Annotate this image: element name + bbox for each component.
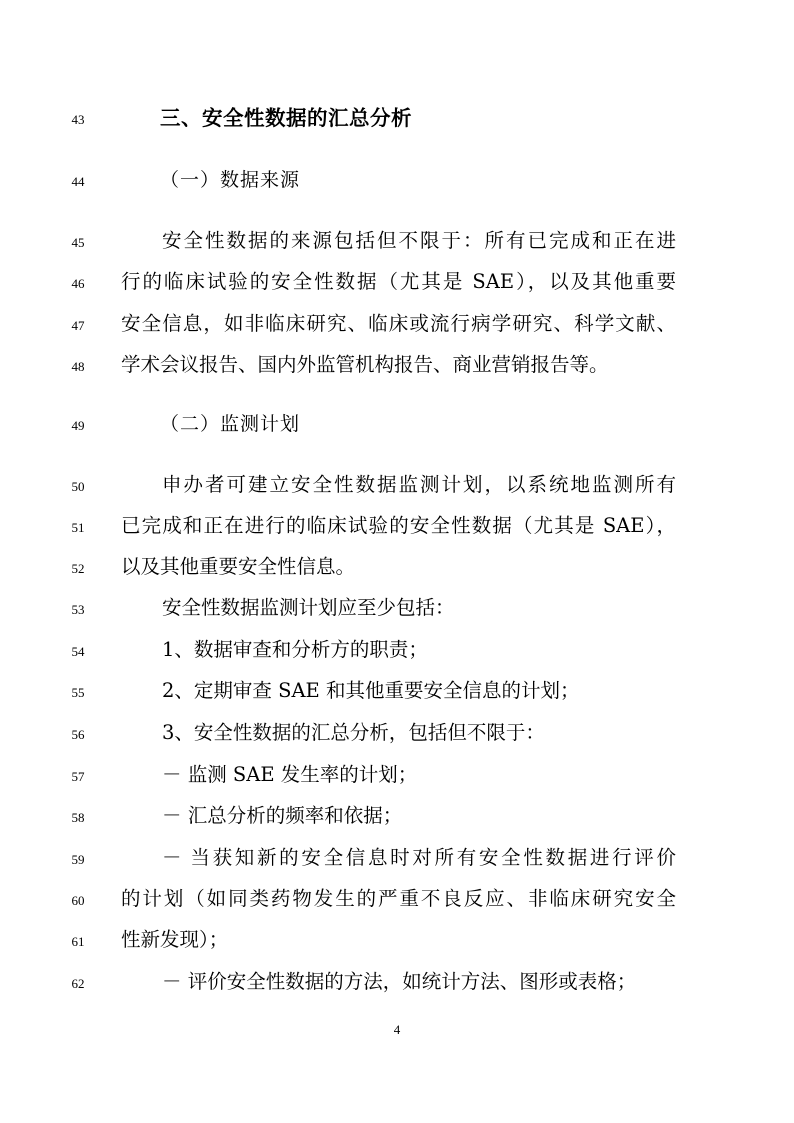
paragraph-text: 安全信息，如非临床研究、临床或流行病学研究、科学文献、 — [121, 312, 676, 335]
list-item: 1、数据审查和分析方的职责； — [162, 638, 428, 661]
line-number: 44 — [71, 174, 85, 189]
paragraph-text: 学术会议报告、国内外监管机构报告、商业营销报告等。 — [121, 353, 609, 376]
line-56 — [0, 713, 794, 753]
list-item: 2、定期审查 SAE 和其他重要安全信息的计划； — [162, 679, 580, 702]
line-number: 46 — [71, 276, 85, 291]
subsection-heading: （二）监测计划 — [160, 413, 301, 435]
line-45 — [0, 221, 794, 261]
line-51 — [0, 506, 794, 546]
line-number: 50 — [71, 479, 85, 494]
list-item: － 当获知新的安全信息时对所有安全性数据进行评价 — [162, 846, 676, 869]
page-number: 4 — [393, 1022, 401, 1037]
line-number: 49 — [71, 418, 85, 433]
paragraph-text: 申办者可建立安全性数据监测计划，以系统地监测所有 — [162, 473, 676, 496]
list-item: － 评价安全性数据的方法，如统计方法、图形或表格； — [162, 970, 637, 993]
paragraph-text: 以及其他重要安全性信息。 — [121, 555, 356, 578]
paragraph-text: 性新发现）； — [121, 928, 229, 951]
line-number: 62 — [71, 976, 85, 991]
line-number: 56 — [71, 727, 85, 742]
line-number: 54 — [71, 644, 85, 659]
line-number: 57 — [71, 769, 85, 784]
line-43 — [0, 98, 794, 138]
paragraph-text: 已完成和正在进行的临床试验的安全性数据（尤其是 SAE）， — [121, 514, 676, 537]
paragraph-text: 安全性数据的来源包括但不限于：所有已完成和正在进 — [162, 229, 676, 252]
line-58 — [0, 796, 794, 836]
line-62 — [0, 962, 794, 1002]
line-49 — [0, 404, 794, 444]
list-item: － 监测 SAE 发生率的计划； — [162, 763, 418, 786]
paragraph-text: 安全性数据监测计划应至少包括： — [162, 596, 455, 619]
line-number: 53 — [71, 602, 85, 617]
line-number: 45 — [71, 235, 85, 250]
line-55 — [0, 671, 794, 711]
line-60 — [0, 879, 794, 919]
line-number: 59 — [71, 852, 85, 867]
list-item: 3、安全性数据的汇总分析，包括但不限于： — [162, 721, 545, 744]
line-number: 51 — [71, 520, 85, 535]
line-53 — [0, 588, 794, 628]
line-number: 61 — [71, 934, 85, 949]
line-48 — [0, 345, 794, 385]
line-number: 60 — [71, 893, 85, 908]
line-number: 58 — [71, 810, 85, 825]
line-number: 47 — [71, 318, 85, 333]
line-57 — [0, 755, 794, 795]
line-46 — [0, 262, 794, 302]
line-59 — [0, 838, 794, 878]
line-44 — [0, 160, 794, 200]
line-54 — [0, 630, 794, 670]
line-number: 52 — [71, 561, 85, 576]
line-number: 43 — [71, 112, 85, 127]
line-number: 55 — [71, 685, 85, 700]
line-47 — [0, 304, 794, 344]
line-number: 48 — [71, 359, 85, 374]
line-61 — [0, 920, 794, 960]
section-heading: 三、安全性数据的汇总分析 — [160, 106, 412, 130]
paragraph-text: 行的临床试验的安全性数据（尤其是 SAE），以及其他重要 — [121, 270, 676, 293]
list-item: － 汇总分析的频率和依据； — [162, 804, 403, 827]
paragraph-text: 的计划（如同类药物发生的严重不良反应、非临床研究安全 — [121, 887, 676, 910]
subsection-heading: （一）数据来源 — [160, 169, 301, 191]
line-52 — [0, 547, 794, 587]
line-50 — [0, 465, 794, 505]
